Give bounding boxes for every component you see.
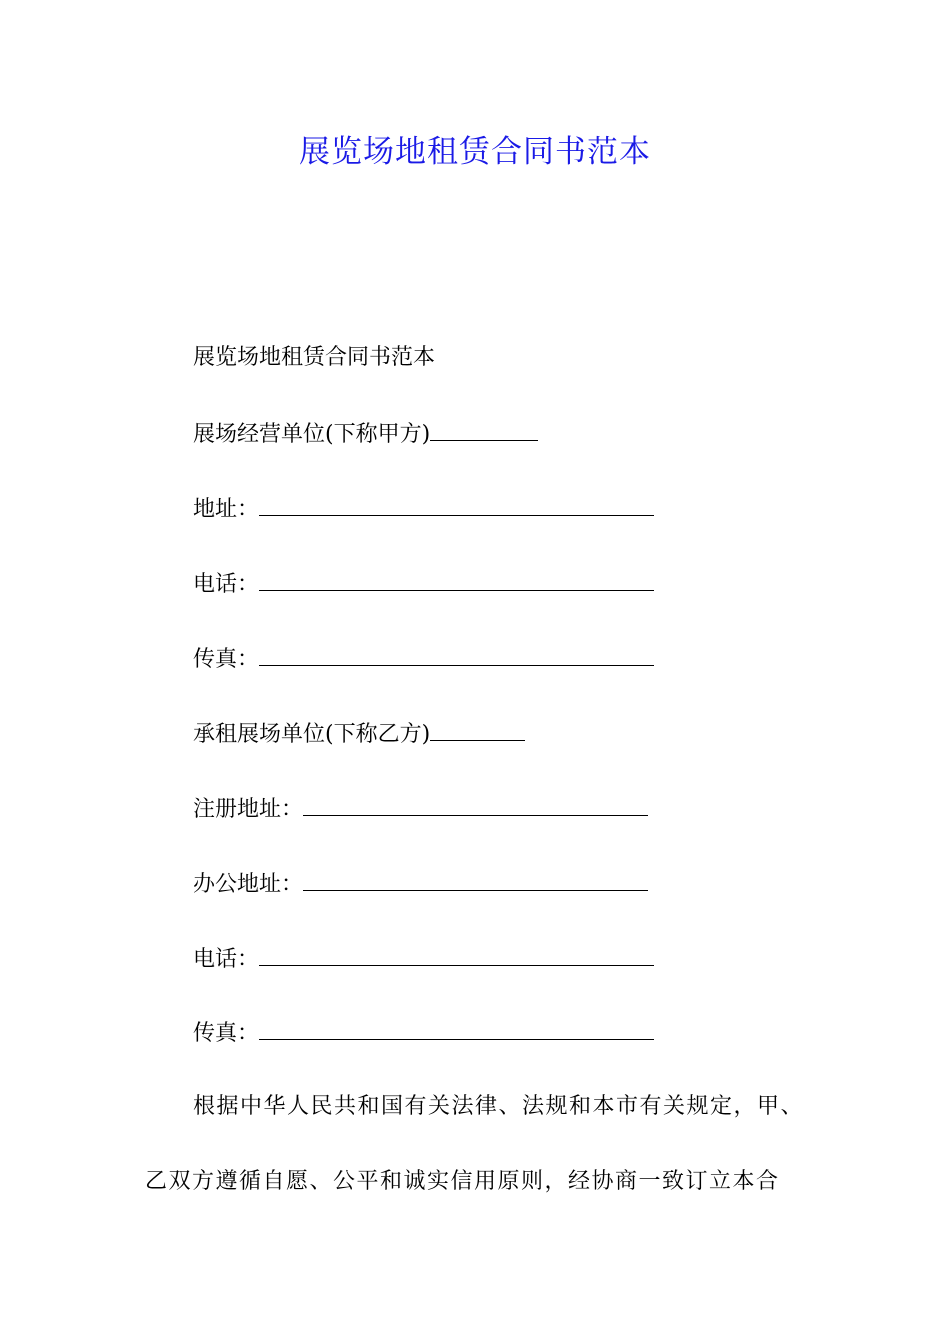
party-b-line: [193, 716, 525, 752]
party-a-label: 展场经营单位(下称甲方): [193, 422, 431, 447]
party-b-reg-address-line: [193, 791, 648, 827]
party-b-office-address-label: 办公地址：: [193, 872, 304, 897]
party-b-phone-blank: [259, 941, 654, 966]
party-b-label: 承租展场单位(下称乙方): [193, 722, 431, 747]
party-b-phone-line: [193, 941, 654, 977]
party-b-reg-address-label: 注册地址：: [193, 797, 304, 822]
party-b-fax-label: 传真：: [193, 1021, 260, 1046]
document-subtitle: [193, 341, 435, 375]
party-a-phone-label: 电话：: [193, 572, 260, 597]
party-b-fax-blank: [259, 1015, 654, 1040]
party-a-address-line: [193, 491, 654, 527]
party-b-office-address-line: [193, 866, 648, 902]
party-a-fax-label: 传真：: [193, 647, 260, 672]
party-b-blank: [430, 716, 525, 741]
party-a-phone-blank: [259, 566, 654, 591]
party-a-fax-blank: [259, 641, 654, 666]
party-a-fax-line: [193, 641, 654, 677]
party-b-reg-address-blank: [303, 791, 648, 816]
party-a-phone-line: [193, 566, 654, 602]
document-title: 展览场地租赁合同书范本: [299, 134, 651, 170]
party-a-address-blank: [259, 491, 654, 516]
party-b-fax-line: [193, 1015, 654, 1051]
party-b-phone-label: 电话：: [193, 947, 260, 972]
body-paragraph-line-1: 根据中华人民共和国有关法律、法规和本市有关规定，甲、: [193, 1094, 805, 1119]
subtitle-text: 展览场地租赁合同书范本: [193, 345, 436, 370]
party-a-blank: [430, 416, 538, 441]
party-a-line: [193, 416, 538, 452]
party-a-address-label: 地址：: [193, 497, 260, 522]
body-paragraph-line-2: 乙双方遵循自愿、公平和诚实信用原则，经协商一致订立本合: [145, 1169, 780, 1194]
party-b-office-address-blank: [303, 866, 648, 891]
